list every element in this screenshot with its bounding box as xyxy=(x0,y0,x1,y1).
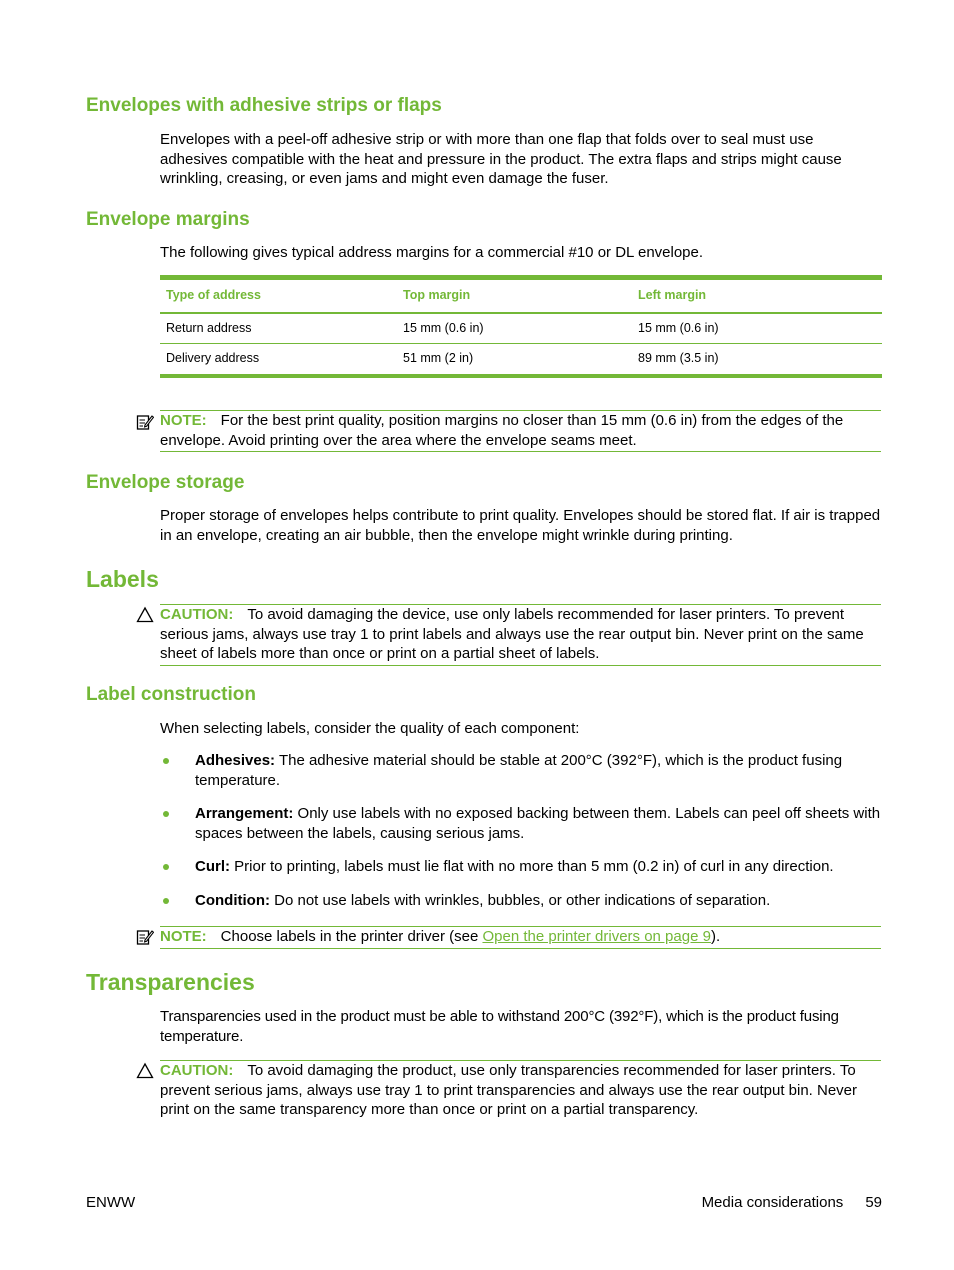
footer-left-text: ENWW xyxy=(86,1194,136,1211)
bullet-icon xyxy=(163,898,169,904)
bullet-icon xyxy=(163,758,169,764)
note-text-suffix: ). xyxy=(710,928,721,945)
list-item xyxy=(160,751,882,790)
list-item-text: Prior to printing, labels must lie flat with no more than 5 mm (0.2 in) of curl in any direction. xyxy=(230,858,834,875)
list-item xyxy=(160,804,882,843)
note-label: NOTE: xyxy=(160,928,207,945)
table-header-left-margin: Left margin xyxy=(632,278,882,314)
footer-page-number: 59 xyxy=(865,1194,882,1211)
table-cell: Return address xyxy=(160,313,397,344)
footer-section-title: Media considerations xyxy=(701,1194,844,1211)
heading-label-construction: Label construction xyxy=(86,684,256,705)
label-components-list xyxy=(160,751,882,924)
table-row xyxy=(160,313,882,344)
note-pencil-icon xyxy=(136,928,154,946)
list-item-text: Only use labels with no exposed backing between them. Labels can peel off sheets with spaces between the labels, causing serious jams. xyxy=(195,805,881,842)
list-item xyxy=(160,857,882,877)
paragraph-envelope-margins-intro: The following gives typical address margins for a commercial #10 or DL envelope. xyxy=(160,244,704,261)
bullet-icon xyxy=(163,811,169,817)
caution-labels xyxy=(160,604,881,666)
caution-triangle-icon xyxy=(136,1062,154,1080)
caution-label: CAUTION: xyxy=(160,1062,234,1079)
note-pencil-icon xyxy=(136,413,154,431)
table-header-type: Type of address xyxy=(160,278,397,314)
table-cell: 51 mm (2 in) xyxy=(397,344,632,377)
note-envelope-margins xyxy=(160,410,881,452)
caution-label: CAUTION: xyxy=(160,606,234,623)
heading-envelope-storage: Envelope storage xyxy=(86,472,245,493)
list-item-text: Do not use labels with wrinkles, bubbles, or other indications of separation. xyxy=(269,891,771,909)
list-item-text: The adhesive material should be stable at 200°C (392°F), which is the product fusing temperature. xyxy=(195,752,843,789)
list-item-term: Condition: xyxy=(195,891,270,909)
heading-labels: Labels xyxy=(86,566,159,592)
caution-text: To avoid damaging the device, use only labels recommended for laser printers. To prevent serious jams, always use tray 1 to print labels and always use the rear output bin. Never print on the same sheet of labels more than once or print on a partial sheet of labels. xyxy=(160,606,864,662)
table-header-top-margin: Top margin xyxy=(397,278,632,314)
paragraph-envelope-storage: Proper storage of envelopes helps contribute to print quality. Envelopes should be stored flat. If air is trapped in an envelope, creating an air bubble, then the envelope might wrinkle during printing. xyxy=(160,507,881,544)
table-cell: 15 mm (0.6 in) xyxy=(397,313,632,344)
caution-transparencies xyxy=(160,1060,881,1121)
paragraph-transparencies: Transparencies used in the product must be able to withstand 200°C (392°F), which is the product fusing temperature. xyxy=(160,1008,839,1045)
paragraph-adhesive-envelopes: Envelopes with a peel-off adhesive strip or with more than one flap that folds over to seal must use adhesives compatible with the heat and pressure in the product. The extra flaps and strips might cause wrinkling, creasing, or even jams and might even damage the fuser. xyxy=(160,131,842,187)
table-cell: 89 mm (3.5 in) xyxy=(632,344,882,377)
list-item-term: Adhesives: xyxy=(195,752,276,769)
paragraph-label-construction-intro: When selecting labels, consider the quality of each component: xyxy=(160,720,580,737)
note-text-prefix: Choose labels in the printer driver (see xyxy=(220,928,483,945)
table-cell: 15 mm (0.6 in) xyxy=(632,313,882,344)
table-cell: Delivery address xyxy=(160,344,397,377)
heading-envelope-margins: Envelope margins xyxy=(86,209,250,230)
note-label-construction xyxy=(160,926,881,949)
list-item xyxy=(160,891,882,911)
note-text: For the best print quality, position margins no closer than 15 mm (0.6 in) from the edges of the envelope. Avoid printing over the area where the envelope seams meet. xyxy=(160,412,844,449)
table-header-row xyxy=(160,278,882,314)
note-label: NOTE: xyxy=(160,412,207,429)
footer-right xyxy=(702,1193,882,1213)
table-row xyxy=(160,344,882,377)
bullet-icon xyxy=(163,864,169,870)
envelope-margins-table xyxy=(160,275,882,378)
caution-text: To avoid damaging the product, use only transparencies recommended for laser printers. To prevent serious jams, always use tray 1 to print transparencies and always use the rear output bin. Never print on the same transparency more than once or print on a partial transparency. xyxy=(160,1062,858,1118)
heading-adhesive-envelopes: Envelopes with adhesive strips or flaps xyxy=(86,95,442,116)
list-item-term: Arrangement: xyxy=(195,805,294,822)
heading-transparencies: Transparencies xyxy=(86,969,255,995)
caution-triangle-icon xyxy=(136,606,154,624)
list-item-term: Curl: xyxy=(195,858,230,875)
printer-drivers-link[interactable]: Open the printer drivers on page 9 xyxy=(482,928,711,945)
